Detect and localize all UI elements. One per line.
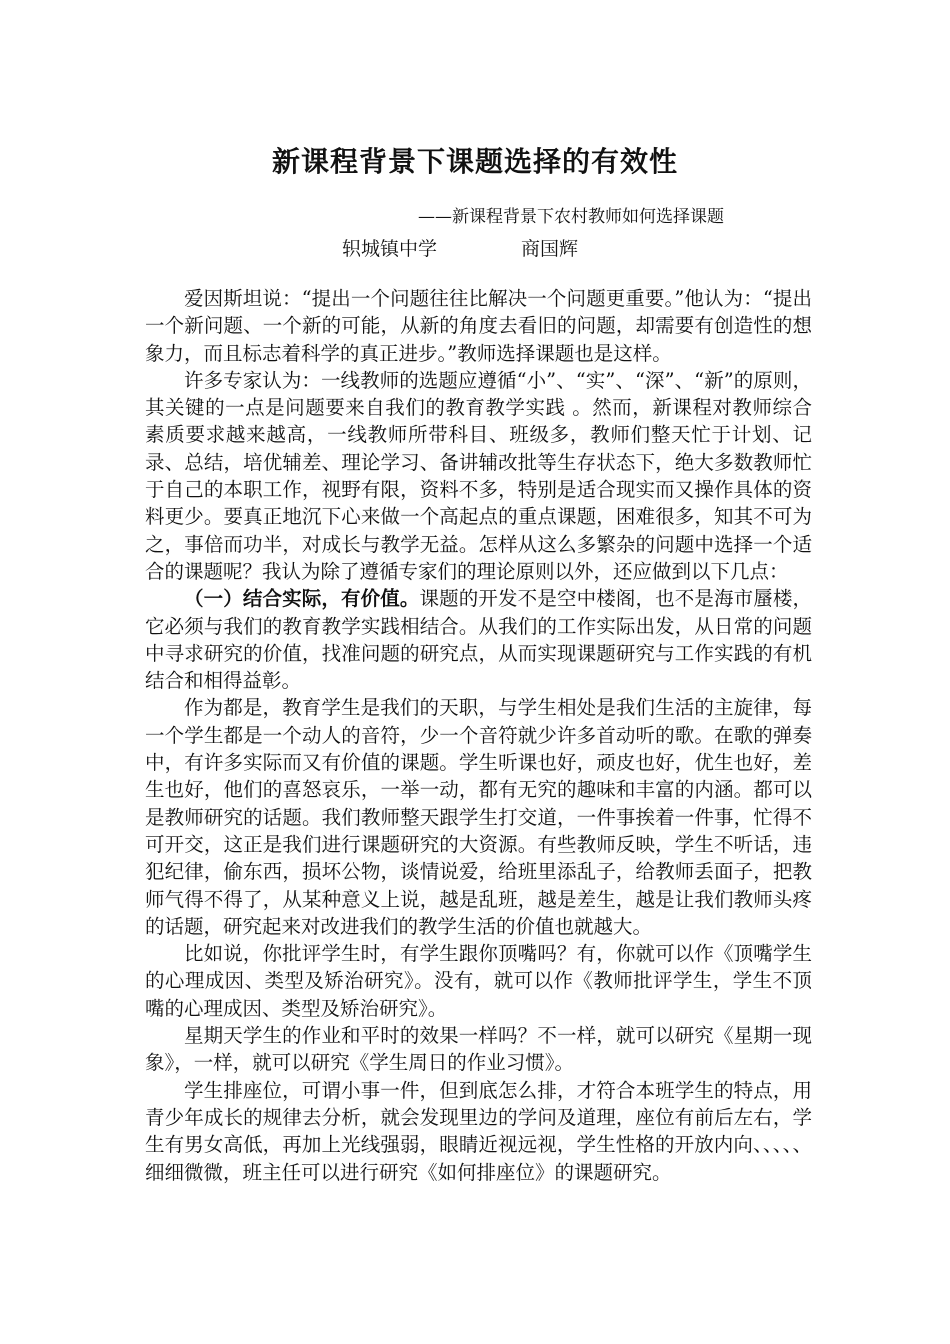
paragraph [145,1022,812,1077]
author-name: 商国辉 [521,238,579,260]
paragraph-text: 爱因斯坦说：“提出一个问题往往比解决一个问题更重要。”他认为：“提出一个新问题、一个新的可能，从新的角度去看旧的问题，却需要有创造性的想象力，而且标志着科学的真正进步。”教师选择课题也是这样。 [145,287,812,365]
paragraph-text: 课题的开发不是空中楼阁，也不是海市蜃楼，它必须与我们的教育教学实践相结合。从我们的工作实际出发，从日常的问题中寻求研究的价值，找准问题的研究点，从而实现课题研究与工作实践的有机结合和相得益彰。 [145,587,812,693]
school-name: 轵城镇中学 [342,238,438,260]
paragraph [145,1077,812,1186]
paragraph-text: 许多专家认为：一线教师的选题应遵循“小”、“实”、“深”、“新”的原则，其关键的一点是问题要来自我们的教育教学实践 。然而，新课程对教师综合素质要求越来越高，一线教师所带科目、班级多，教师们整天忙于计划、记录、总结，培优辅差、理论学习、备讲辅改批等生存状态下，绝大多数教师忙于自己的本职工作，视野有限，资料不多，特别是适合现实而又操作具体的资料更少。要真正地沉下心来做一个高起点的重点课题，困难很多，知其不可为之，事倍而功半，对成长与教学无益。怎样从这么多繁杂的问题中选择一个适合的课题呢？我认为除了遵循专家们的理论原则以外，还应做到以下几点： [145,368,812,583]
paragraph-text: 学生排座位，可谓小事一件，但到底怎么排，才符合本班学生的特点，用青少年成长的规律去分析，就会发现里边的学问及道理，座位有前后左右，学生有男女高低，再加上光线强弱，眼睛近视远视，学生性格的开放内向、、、、、细细微微，班主任可以进行研究《如何排座位》的课题研究。 [145,1078,812,1184]
paragraph [145,694,812,940]
paragraph-text: 作为都是，教育学生是我们的天职，与学生相处是我们生活的主旋律，每一个学生都是一个动人的音符，少一个音符就少许多首动听的歌。在歌的弹奏中，有许多实际而又有价值的课题。学生听课也好，顽皮也好，优生也好，差生也好，他们的喜怒哀乐，一举一动，都有无究的趣味和丰富的内涵。都可以是教师研究的话题。我们教师整天跟学生打交道，一件事挨着一件事，忙得不可开交，这正是我们进行课题研究的大资源。有些教师反映，学生不听话，违犯纪律，偷东西，损坏公物，谈情说爱，给班里添乱子，给教师丢面子，把教师气得不得了，从某种意义上说，越是乱班，越是差生，越是让我们教师头疼的话题，研究起来对改进我们的教学生活的价值也就越大。 [145,696,812,938]
section-heading: （一）结合实际，有价值。 [184,587,420,611]
document-subtitle: ——新课程背景下农村教师如何选择课题 [418,207,724,227]
paragraph [145,367,812,585]
document-title: 新课程背景下课题选择的有效性 [271,145,678,178]
paragraph-text: 星期天学生的作业和平时的效果一样吗？不一样，就可以研究《星期一现象》，一样，就可以研究《学生周日的作业习惯》。 [145,1024,812,1075]
document-body [145,285,812,1186]
paragraph [145,940,812,1022]
byline [342,234,578,261]
paragraph [145,585,812,694]
paragraph [145,285,812,367]
paragraph-text: 比如说，你批评学生时，有学生跟你顶嘴吗？有，你就可以作《顶嘴学生的心理成因、类型及矫治研究》。没有，就可以作《教师批评学生，学生不顶嘴的心理成因、类型及矫治研究》。 [145,942,812,1020]
